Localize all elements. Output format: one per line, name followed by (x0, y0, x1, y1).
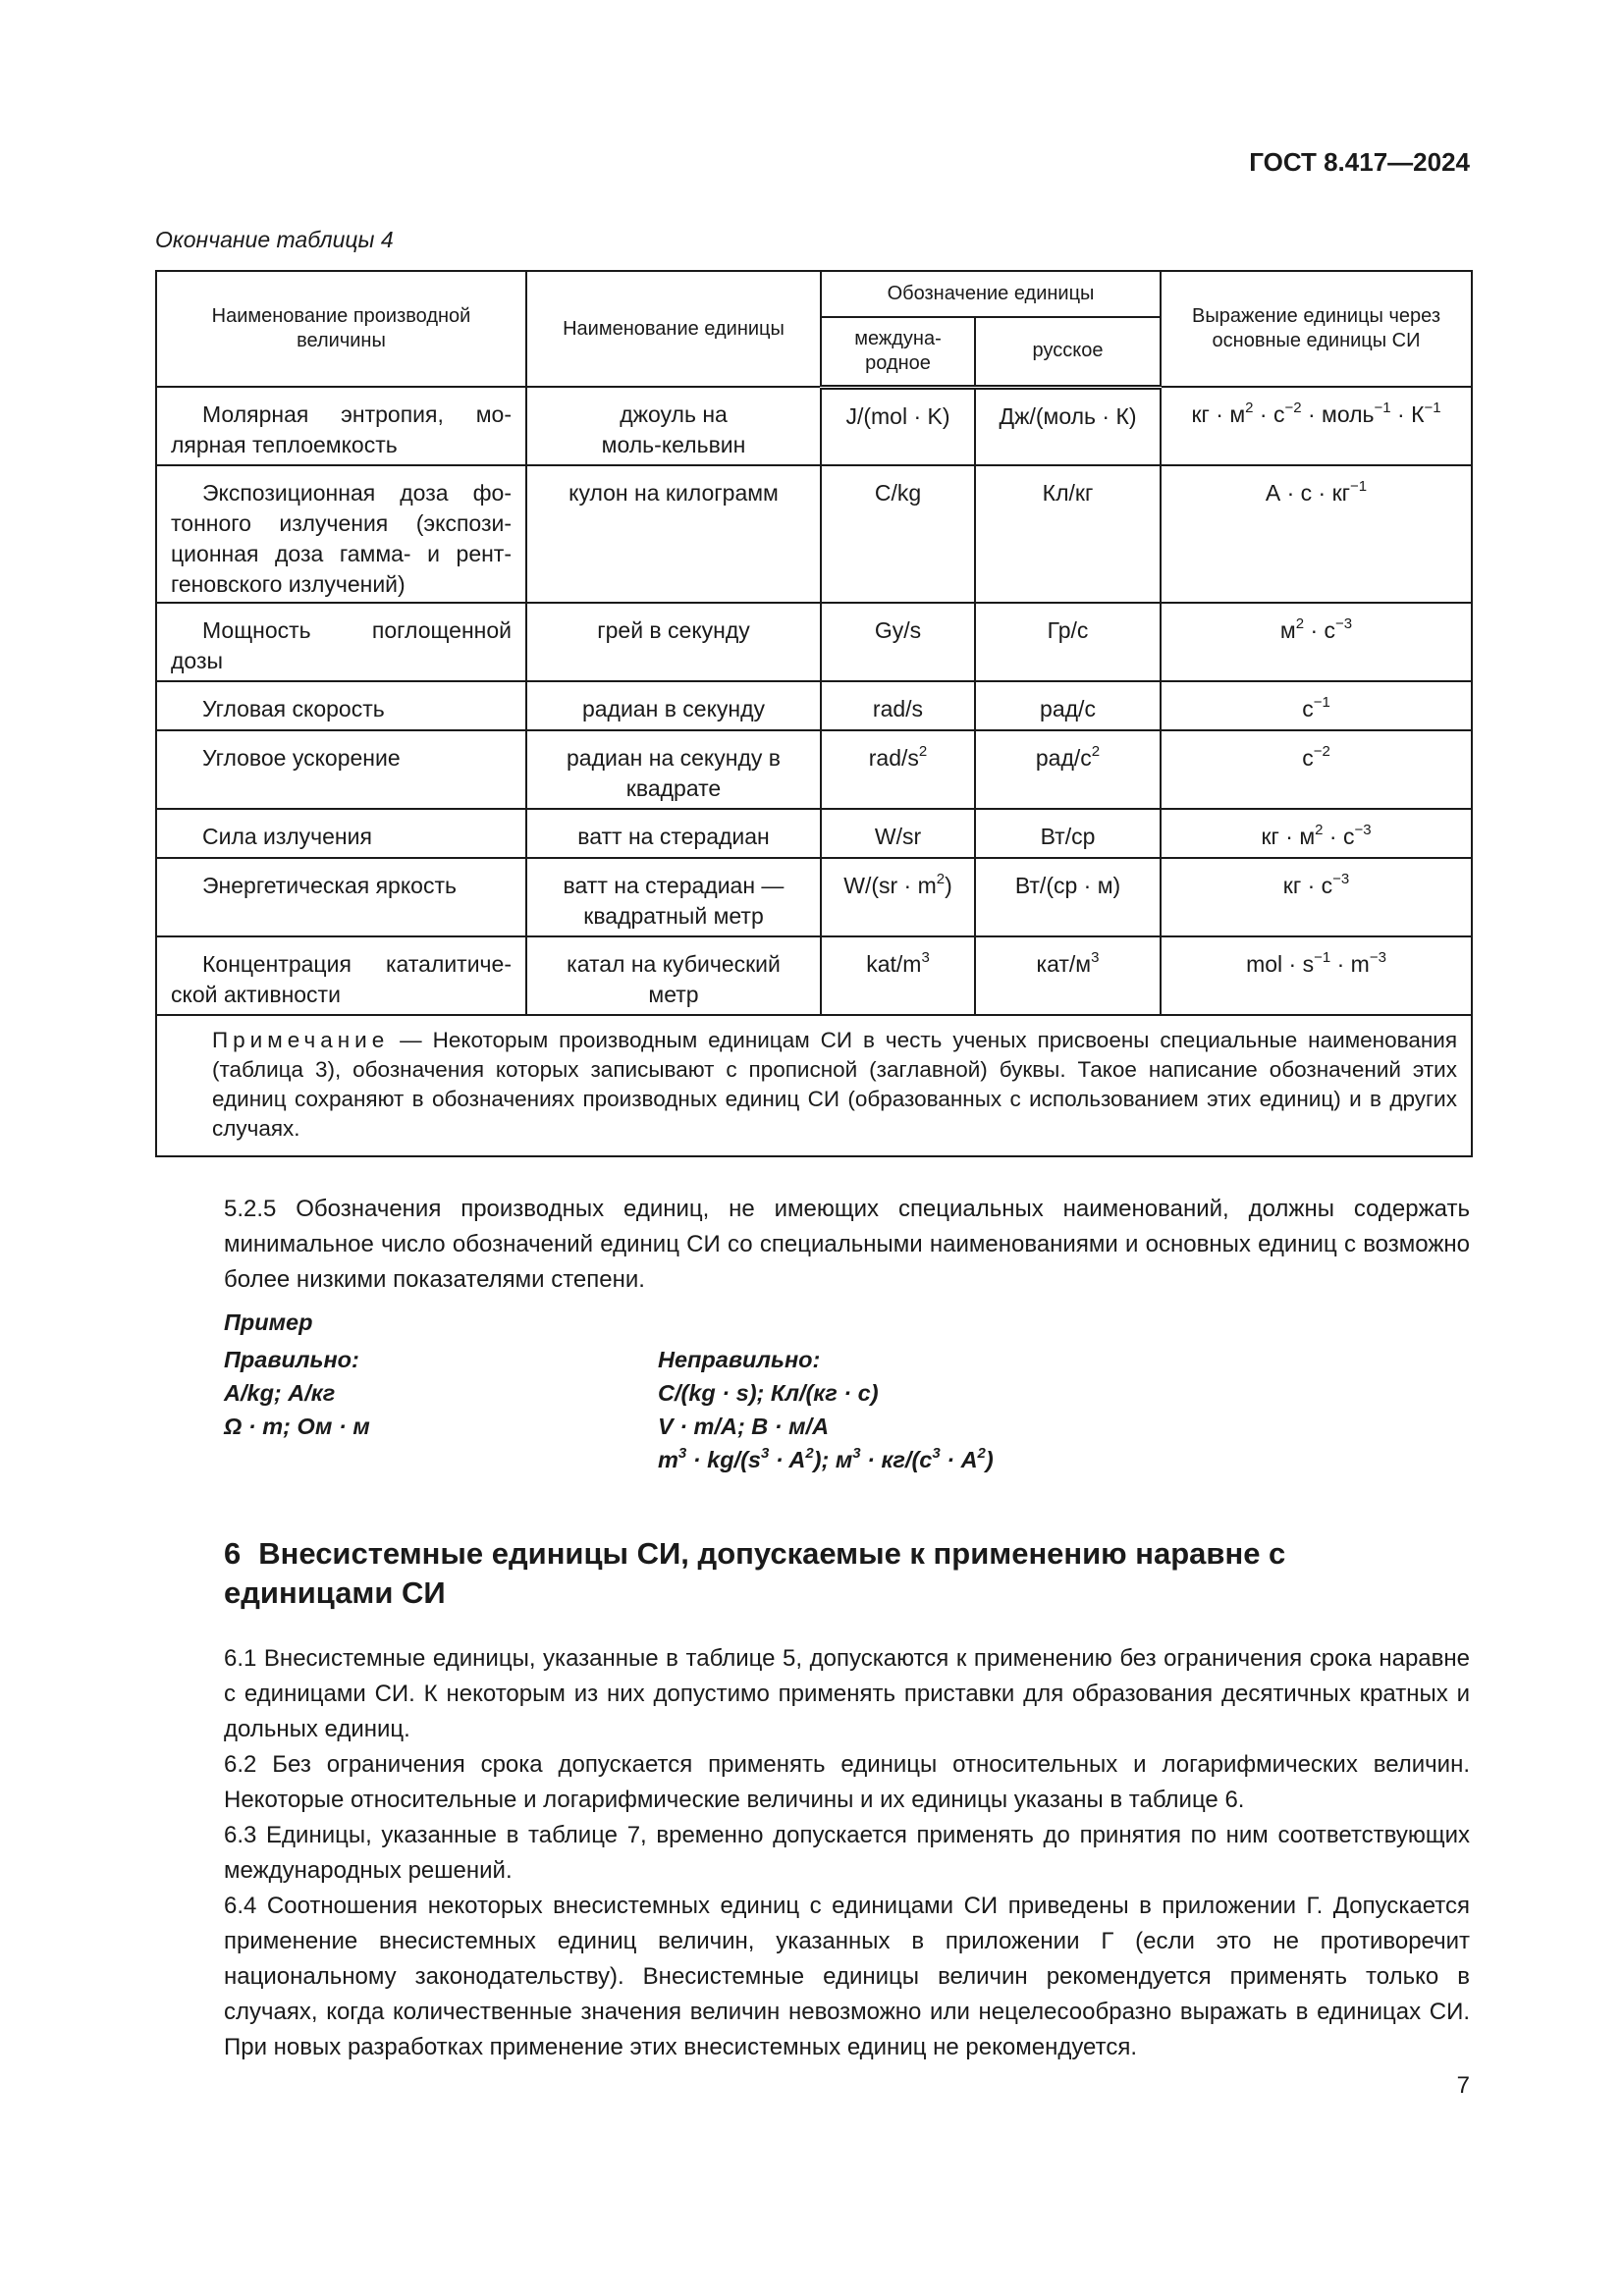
cell-expression: $м^2 \cdot с^{-3}$ (1161, 603, 1472, 681)
cell-russian: кат/$м^3$ (975, 936, 1161, 1015)
cell-international: rad/s (821, 681, 975, 730)
cell-international: W/sr (821, 809, 975, 858)
cell-quantity: Молярная энтропия, мо- лярная теплоемкость (156, 387, 526, 465)
section-title-text: Внесистемные единицы СИ, допускаемые к применению наравне с единицами СИ (224, 1536, 1286, 1610)
cell-russian: Дж/(моль · К) (975, 387, 1161, 465)
cell-expression: кг · $м^2 \cdot с^{-3}$ (1161, 809, 1472, 858)
cell-quantity: Угловая скорость (156, 681, 526, 730)
cell-unit-name: кулон на килограмм (526, 465, 821, 603)
cell-international: $W/(sr \cdot m^2)$ (821, 858, 975, 936)
paragraph-5-2-5: 5.2.5 Обозначения производных единиц, не имеющих специальных наименований, должны содержать минимальное число обозначений единиц СИ со специальными наименованиями и основных единиц с возможно более низкими показателями степени. (224, 1196, 1470, 1293)
cell-unit-name: катал на кубический метр (526, 936, 821, 1015)
section-number: 6 (224, 1536, 242, 1571)
cell-international: J/(mol · K) (821, 387, 975, 465)
paragraph-6-2: 6.2 Без ограничения срока допускается применять единицы относительных и логарифмических величин. Некоторые относительные и логарифмические величины и их единицы указаны в таблице 6. (224, 1751, 1470, 1813)
cell-expression: $с^{-2}$ (1161, 730, 1472, 809)
table-row (156, 603, 1472, 681)
header-expression: Выражение единицы через основные единицы СИ (1161, 271, 1472, 387)
example-title: Пример (224, 1309, 313, 1335)
example-incorrect-label: Неправильно: (658, 1347, 821, 1372)
cell-international: Gy/s (821, 603, 975, 681)
cell-russian: Вт/ср (975, 809, 1161, 858)
example-incorrect-1: C/(kg · s); Кл/(кг · с) (658, 1380, 879, 1406)
table-row (156, 387, 1472, 465)
cell-unit-name: ватт на стерадиан (526, 809, 821, 858)
example-correct-label: Правильно: (224, 1347, 359, 1372)
units-table (155, 270, 1473, 1157)
paragraph-6-3: 6.3 Единицы, указанные в таблице 7, временно допускается применять до принятия по ним соответствующих международных решений. (224, 1822, 1470, 1884)
example-incorrect-2: V · m/A; В · м/А (658, 1414, 830, 1439)
paragraph-6-1: 6.1 Внесистемные единицы, указанные в таблице 5, допускаются к применению без ограничения срока наравне с единицами СИ. К некоторым из них допустимо применять приставки для образования десятичных кратных и дольных единиц. (224, 1645, 1470, 1742)
cell-expression: $с^{-1}$ (1161, 681, 1472, 730)
example-correct-1: A/kg; А/кг (224, 1380, 336, 1406)
table-note (156, 1015, 1472, 1156)
table-row (156, 809, 1472, 858)
cell-russian: рад/с (975, 681, 1161, 730)
cell-international: rad/$s^2$ (821, 730, 975, 809)
cell-expression: кг · $с^{-3}$ (1161, 858, 1472, 936)
cell-quantity: Энергетическая яркость (156, 858, 526, 936)
cell-unit-name: радиан в секунду (526, 681, 821, 730)
header-russian: русское (975, 317, 1161, 387)
table-caption: Окончание таблицы 4 (155, 227, 394, 252)
cell-expression: $А \cdot с \cdot кг^{-1}$ (1161, 465, 1472, 603)
cell-expression: mol · $s^{-1} \cdot m^{-3}$ (1161, 936, 1472, 1015)
cell-expression: кг · $м^2 \cdot с^{-2}$ · моль$^{-1}$ · $К^{-1}$ (1161, 387, 1472, 465)
table-body (156, 387, 1472, 1015)
cell-russian: Гр/с (975, 603, 1161, 681)
note-label: Примечание (212, 1028, 390, 1052)
section-heading (224, 1534, 1304, 1613)
cell-unit-name: ватт на стерадиан — квадратный метр (526, 858, 821, 936)
paragraph-6-4: 6.4 Соотношения некоторых внесистемных единиц с единицами СИ приведены в приложении Г. Допускается применение внесистемных единиц величин, указанных в приложении Г (если это не противоречит национальному законодательству). Внесистемные единицы величин рекомендуется применять только в случаях, когда количественные значения величин невозможно или нецелесообразно выражать в единицах СИ. При новых разработках применение этих внесистемных единиц не рекомендуется. (224, 1893, 1470, 2060)
cell-unit-name: грей в секунду (526, 603, 821, 681)
cell-russian: Вт/(ср · м) (975, 858, 1161, 936)
cell-quantity: Сила излучения (156, 809, 526, 858)
header-quantity: Наименование производной величины (156, 271, 526, 387)
table-row (156, 465, 1472, 603)
example-incorrect-3: $m^3 \cdot kg/(s^3 \cdot A^2)$; $м^3 \cdot кг/(с^3 \cdot А^2)$ (658, 1445, 994, 1472)
cell-international: kat/$m^3$ (821, 936, 975, 1015)
cell-russian: Кл/кг (975, 465, 1161, 603)
note-text: — Некоторым производным единицам СИ в честь ученых присвоены специальные наименования (таблица 3), обозначения которых записывают с прописной (заглавной) буквы. Такое написание обозначений этих единиц сохраняют в обозначениях производных единиц СИ (образованных с использованием этих единиц) и в других случаях. (212, 1028, 1458, 1141)
table-row (156, 730, 1472, 809)
header-unit-name: Наименование единицы (526, 271, 821, 387)
table-row (156, 681, 1472, 730)
cell-quantity: Мощность поглощенной дозы (156, 603, 526, 681)
table-row (156, 936, 1472, 1015)
cell-quantity: Концентрация каталитиче- ской активности (156, 936, 526, 1015)
example-correct-2: Ω · m; Ом · м (224, 1414, 370, 1439)
table-row (156, 858, 1472, 936)
cell-unit-name: джоуль на моль-кельвин (526, 387, 821, 465)
document-id: ГОСТ 8.417—2024 (1249, 147, 1470, 177)
page-number: 7 (1456, 2072, 1470, 2099)
cell-quantity: Экспозиционная доза фо- тонного излучения (экспози- ционная доза гамма- и рент- геновского излучений) (156, 465, 526, 603)
cell-unit-name: радиан на секунду в квадрате (526, 730, 821, 809)
header-designation: Обозначение единицы (821, 271, 1161, 317)
cell-russian: рад/$с^2$ (975, 730, 1161, 809)
cell-quantity: Угловое ускорение (156, 730, 526, 809)
cell-international: C/kg (821, 465, 975, 603)
header-international: междуна-родное (821, 317, 975, 387)
